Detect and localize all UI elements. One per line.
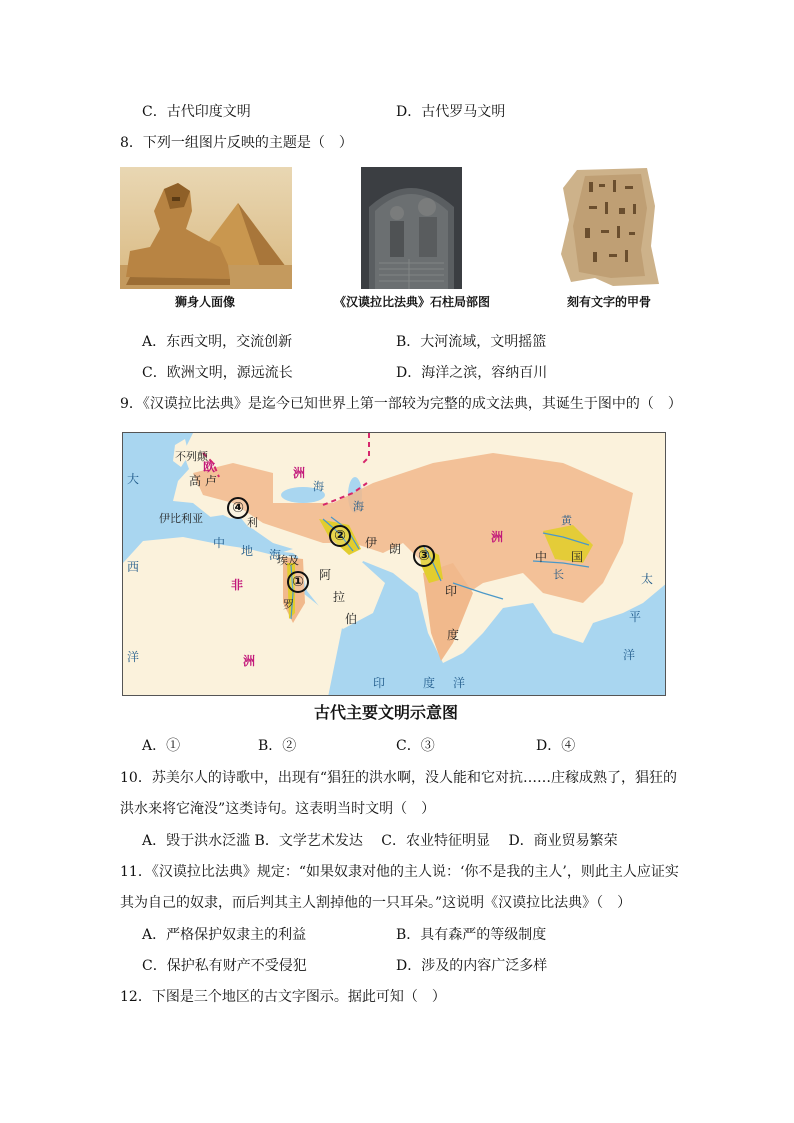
map-label-africa-zhou: 洲 <box>243 654 256 668</box>
map-label-rome-1: 罗 <box>283 598 294 611</box>
map-label-europe: 欧 <box>203 460 216 474</box>
map-label-arabia-1: 阿 <box>319 568 332 582</box>
map-label-med-3: 海 <box>269 548 282 562</box>
q8-option-d[interactable]: D．海洋之滨，容纳百川 <box>396 365 548 381</box>
map-label-iberia: 伊比利亚 <box>159 512 203 525</box>
map-label-gaul-2: 卢 <box>205 474 218 488</box>
map-label-iran-1: 伊 <box>365 536 378 550</box>
q7-option-d[interactable]: D．古代罗马文明 <box>396 104 506 120</box>
map-label-indian-ocean-2: 度 <box>423 676 436 690</box>
map-label-pacific-3: 洋 <box>623 648 636 662</box>
map-label-china-1: 中 <box>535 550 548 564</box>
map-label-yellow-river: 黄 <box>561 514 572 527</box>
q9-option-c[interactable]: C．③ <box>396 738 435 754</box>
q10-stem-line-2: 洪水来将它淹没”这类诗句。这表明当时文明（ ） <box>120 801 436 817</box>
sphinx-caption: 狮身人面像 <box>175 295 236 309</box>
q12-stem: 12．下图是三个地区的古文字图示。据此可知（ ） <box>120 989 446 1005</box>
map-label-india-2: 度 <box>447 628 460 642</box>
q8-stem: 8．下列一组图片反映的主题是（ ） <box>120 135 353 151</box>
map-label-pacific-2: 平 <box>629 610 642 624</box>
hammurabi-stele-photo <box>361 167 462 289</box>
map-label-italy: 利 <box>247 516 258 529</box>
q11-option-c[interactable]: C．保护私有财产不受侵犯 <box>142 958 307 974</box>
q9-option-b[interactable]: B．② <box>258 738 297 754</box>
map-label-yangtze: 长 <box>553 568 564 581</box>
q8-option-b[interactable]: B．大河流域，文明摇篮 <box>396 334 547 350</box>
q9-option-d[interactable]: D．④ <box>536 738 576 754</box>
hammurabi-caption: 《汉谟拉比法典》石柱局部图 <box>334 295 491 309</box>
map-label-arabia-2: 拉 <box>333 590 346 604</box>
q11-option-b[interactable]: B．具有森严的等级制度 <box>396 927 547 943</box>
q10-options[interactable]: A．毁于洪水泛滥 B．文学艺术发达 C．农业特征明显 D．商业贸易繁荣 <box>142 833 618 849</box>
map-label-britain: 不列颠 <box>175 450 208 463</box>
q9-stem: 9．《汉谟拉比法典》是迄今已知世界上第一部较为完整的成文法典，其诞生于图中的（ ） <box>120 396 682 412</box>
oracle-bone-photo <box>555 166 666 289</box>
q11-stem-line-2: 其为自己的奴隶，而后判其主人割掉他的一只耳朵。”这说明《汉谟拉比法典》（ ） <box>120 895 632 911</box>
map-label-europe-zhou: 洲 <box>293 466 306 480</box>
map-label-pacific-1: 太 <box>641 572 654 586</box>
map-label-atlantic-3: 洋 <box>127 650 140 664</box>
map-label-med-2: 地 <box>241 544 254 558</box>
ancient-civilizations-map <box>122 432 666 696</box>
map-label-asia: 洲 <box>491 530 504 544</box>
oracle-bone-caption: 刻有文字的甲骨 <box>567 295 652 309</box>
q7-option-c[interactable]: C．古代印度文明 <box>142 104 251 120</box>
map-marker-2: ② <box>329 525 351 547</box>
map-label-indian-ocean-3: 洋 <box>453 676 466 690</box>
map-label-gaul-1: 高 <box>189 474 202 488</box>
q9-option-a[interactable]: A．① <box>142 738 181 754</box>
map-label-iran-2: 朗 <box>389 542 402 556</box>
q10-stem-line-1: 10．苏美尔人的诗歌中，出现有“猖狂的洪水啊，没人能和它对抗……庄稼成熟了，猖狂的 <box>120 770 677 786</box>
map-marker-4: ④ <box>227 497 249 519</box>
map-label-arabia-3: 伯 <box>345 612 358 626</box>
q11-stem-line-1: 11．《汉谟拉比法典》规定：“如果奴隶对他的主人说：‘你不是我的主人’，则此主人应证实 <box>120 864 679 880</box>
map-label-atlantic-1: 大 <box>127 472 140 486</box>
q11-option-a[interactable]: A．严格保护奴隶主的利益 <box>142 927 307 943</box>
map-label-africa: 非 <box>231 578 244 592</box>
map-label-atlantic-2: 西 <box>127 560 140 574</box>
map-marker-1: ① <box>287 571 309 593</box>
map-label-black-sea: 海 <box>313 480 324 493</box>
map-label-med-1: 中 <box>213 536 226 550</box>
map-label-egypt: 埃及 <box>277 554 299 567</box>
map-title: 古代主要文明示意图 <box>314 703 459 722</box>
sphinx-pyramid-photo <box>120 167 292 289</box>
q8-option-a[interactable]: A．东西文明，交流创新 <box>142 334 293 350</box>
map-marker-3: ③ <box>413 545 435 567</box>
q11-option-d[interactable]: D．涉及的内容广泛多样 <box>396 958 548 974</box>
q8-option-c[interactable]: C．欧洲文明，源远流长 <box>142 365 293 381</box>
map-label-china-2: 国 <box>571 550 584 564</box>
map-label-indian-ocean-1: 印 <box>373 676 386 690</box>
map-label-caspian-sea: 海 <box>353 500 364 513</box>
map-label-india-1: 印 <box>445 584 458 598</box>
